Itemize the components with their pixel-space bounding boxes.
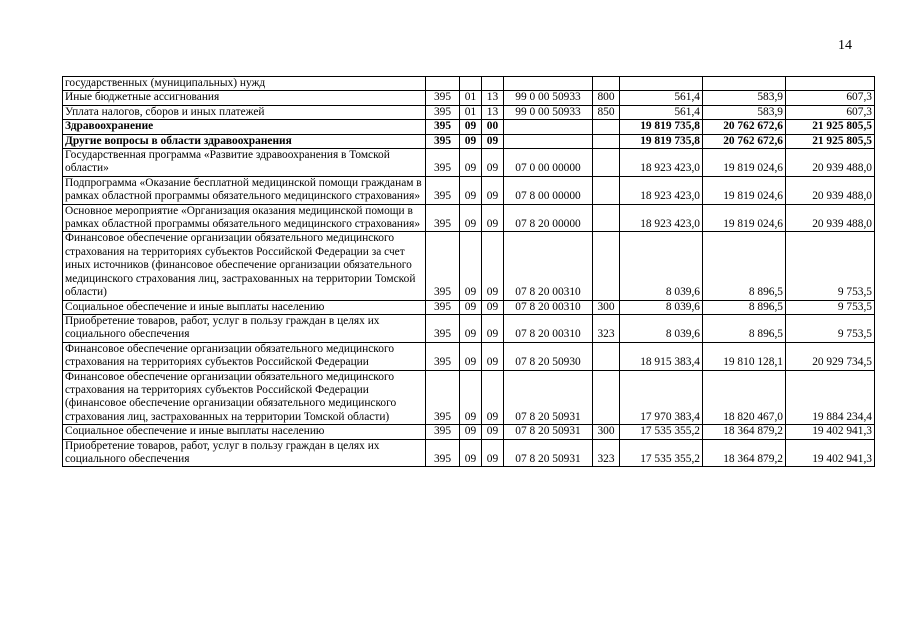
table-row xyxy=(63,91,875,105)
table-row xyxy=(63,300,875,314)
row-name-cell: Финансовое обеспечение организации обязательного медицинского страхования на территориях субъектов Российской Федерации xyxy=(63,342,426,370)
amount-year-2-cell: 19 819 024,6 xyxy=(703,149,786,177)
subsection-code-cell: 09 xyxy=(482,439,504,467)
target-article-code-cell xyxy=(504,77,593,91)
expense-type-code-cell xyxy=(593,120,620,134)
target-article-code-cell: 07 8 20 50931 xyxy=(504,425,593,439)
subsection-code-cell: 09 xyxy=(482,232,504,300)
amount-year-2-cell: 18 364 879,2 xyxy=(703,439,786,467)
amount-year-1-cell: 8 039,6 xyxy=(620,232,703,300)
subsection-code-cell: 09 xyxy=(482,204,504,232)
amount-year-3-cell: 9 753,5 xyxy=(786,232,875,300)
table-row xyxy=(63,176,875,204)
expense-type-code-cell xyxy=(593,77,620,91)
target-article-code-cell: 07 8 20 00310 xyxy=(504,232,593,300)
target-article-code-cell: 07 8 00 00000 xyxy=(504,176,593,204)
amount-year-1-cell: 18 923 423,0 xyxy=(620,149,703,177)
section-code-cell: 09 xyxy=(460,425,482,439)
section-code-cell: 09 xyxy=(460,134,482,148)
table-row xyxy=(63,425,875,439)
ministry-code-cell: 395 xyxy=(426,370,460,425)
amount-year-2-cell: 20 762 672,6 xyxy=(703,134,786,148)
section-code-cell: 09 xyxy=(460,232,482,300)
row-name-cell: Уплата налогов, сборов и иных платежей xyxy=(63,105,426,119)
row-name-cell: Иные бюджетные ассигнования xyxy=(63,91,426,105)
amount-year-3-cell: 19 402 941,3 xyxy=(786,439,875,467)
section-code-cell: 09 xyxy=(460,439,482,467)
amount-year-3-cell: 19 884 234,4 xyxy=(786,370,875,425)
section-code-cell xyxy=(460,77,482,91)
row-name-cell: государственных (муниципальных) нужд xyxy=(63,77,426,91)
target-article-code-cell: 07 0 00 00000 xyxy=(504,149,593,177)
table-row xyxy=(63,105,875,119)
ministry-code-cell xyxy=(426,77,460,91)
ministry-code-cell: 395 xyxy=(426,342,460,370)
amount-year-3-cell: 20 939 488,0 xyxy=(786,176,875,204)
subsection-code-cell: 13 xyxy=(482,91,504,105)
expense-type-code-cell xyxy=(593,370,620,425)
subsection-code-cell: 09 xyxy=(482,425,504,439)
amount-year-1-cell: 17 970 383,4 xyxy=(620,370,703,425)
table-row xyxy=(63,439,875,467)
expense-type-code-cell: 323 xyxy=(593,314,620,342)
section-code-cell: 09 xyxy=(460,149,482,177)
row-name-cell: Приобретение товаров, работ, услуг в пользу граждан в целях их социального обеспечения xyxy=(63,439,426,467)
ministry-code-cell: 395 xyxy=(426,105,460,119)
ministry-code-cell: 395 xyxy=(426,134,460,148)
amount-year-3-cell: 607,3 xyxy=(786,105,875,119)
subsection-code-cell: 09 xyxy=(482,370,504,425)
row-name-cell: Здравоохранение xyxy=(63,120,426,134)
ministry-code-cell: 395 xyxy=(426,204,460,232)
table-row xyxy=(63,120,875,134)
amount-year-2-cell xyxy=(703,77,786,91)
table-row xyxy=(63,314,875,342)
target-article-code-cell xyxy=(504,134,593,148)
target-article-code-cell: 07 8 20 50930 xyxy=(504,342,593,370)
amount-year-1-cell: 561,4 xyxy=(620,91,703,105)
ministry-code-cell: 395 xyxy=(426,314,460,342)
target-article-code-cell: 07 8 20 00310 xyxy=(504,300,593,314)
expense-type-code-cell: 850 xyxy=(593,105,620,119)
section-code-cell: 09 xyxy=(460,370,482,425)
section-code-cell: 09 xyxy=(460,314,482,342)
row-name-cell: Другие вопросы в области здравоохранения xyxy=(63,134,426,148)
amount-year-3-cell: 20 939 488,0 xyxy=(786,204,875,232)
amount-year-1-cell: 19 819 735,8 xyxy=(620,120,703,134)
section-code-cell: 09 xyxy=(460,342,482,370)
row-name-cell: Социальное обеспечение и иные выплаты населению xyxy=(63,425,426,439)
row-name-cell: Финансовое обеспечение организации обязательного медицинского страхования на территориях субъектов Российской Федерации за счет иных источников (финансовое обеспечение организации обязательного медицинского страхования лиц, застрахованных на территории Томской области) xyxy=(63,232,426,300)
amount-year-2-cell: 583,9 xyxy=(703,105,786,119)
row-name-cell: Подпрограмма «Оказание бесплатной медицинской помощи гражданам в рамках областной программы обязательного медицинского страхования» xyxy=(63,176,426,204)
section-code-cell: 01 xyxy=(460,105,482,119)
expense-type-code-cell xyxy=(593,204,620,232)
expense-type-code-cell xyxy=(593,149,620,177)
row-name-cell: Основное мероприятие «Организация оказания медицинской помощи в рамках областной программы обязательного медицинского страхования» xyxy=(63,204,426,232)
expense-type-code-cell: 800 xyxy=(593,91,620,105)
expense-type-code-cell: 323 xyxy=(593,439,620,467)
amount-year-1-cell: 18 915 383,4 xyxy=(620,342,703,370)
amount-year-1-cell: 17 535 355,2 xyxy=(620,425,703,439)
expense-type-code-cell xyxy=(593,134,620,148)
target-article-code-cell: 07 8 20 00000 xyxy=(504,204,593,232)
target-article-code-cell xyxy=(504,120,593,134)
amount-year-3-cell: 21 925 805,5 xyxy=(786,120,875,134)
amount-year-2-cell: 18 820 467,0 xyxy=(703,370,786,425)
page-number: 14 xyxy=(838,38,852,53)
expense-type-code-cell xyxy=(593,232,620,300)
amount-year-3-cell: 21 925 805,5 xyxy=(786,134,875,148)
ministry-code-cell: 395 xyxy=(426,176,460,204)
table-row xyxy=(63,204,875,232)
ministry-code-cell: 395 xyxy=(426,439,460,467)
expense-type-code-cell: 300 xyxy=(593,300,620,314)
subsection-code-cell: 00 xyxy=(482,120,504,134)
amount-year-3-cell: 9 753,5 xyxy=(786,300,875,314)
ministry-code-cell: 395 xyxy=(426,149,460,177)
table-row xyxy=(63,232,875,300)
ministry-code-cell: 395 xyxy=(426,425,460,439)
row-name-cell: Финансовое обеспечение организации обязательного медицинского страхования на территориях субъектов Российской Федерации (финансовое обеспечение организации обязательного медицинского страхования лиц, застрахованных на территории Томской области) xyxy=(63,370,426,425)
section-code-cell: 09 xyxy=(460,300,482,314)
subsection-code-cell: 09 xyxy=(482,134,504,148)
table-row xyxy=(63,342,875,370)
amount-year-2-cell: 19 810 128,1 xyxy=(703,342,786,370)
amount-year-1-cell: 18 923 423,0 xyxy=(620,204,703,232)
row-name-cell: Социальное обеспечение и иные выплаты населению xyxy=(63,300,426,314)
target-article-code-cell: 07 8 20 50931 xyxy=(504,370,593,425)
target-article-code-cell: 07 8 20 00310 xyxy=(504,314,593,342)
amount-year-3-cell: 20 929 734,5 xyxy=(786,342,875,370)
amount-year-2-cell: 583,9 xyxy=(703,91,786,105)
amount-year-3-cell: 19 402 941,3 xyxy=(786,425,875,439)
subsection-code-cell: 09 xyxy=(482,300,504,314)
target-article-code-cell: 99 0 00 50933 xyxy=(504,105,593,119)
subsection-code-cell: 09 xyxy=(482,342,504,370)
section-code-cell: 09 xyxy=(460,176,482,204)
subsection-code-cell: 09 xyxy=(482,149,504,177)
expense-type-code-cell xyxy=(593,176,620,204)
subsection-code-cell: 13 xyxy=(482,105,504,119)
amount-year-1-cell: 8 039,6 xyxy=(620,314,703,342)
amount-year-3-cell: 9 753,5 xyxy=(786,314,875,342)
amount-year-1-cell: 18 923 423,0 xyxy=(620,176,703,204)
amount-year-2-cell: 20 762 672,6 xyxy=(703,120,786,134)
amount-year-2-cell: 8 896,5 xyxy=(703,300,786,314)
amount-year-2-cell: 8 896,5 xyxy=(703,232,786,300)
amount-year-3-cell: 607,3 xyxy=(786,91,875,105)
amount-year-1-cell: 8 039,6 xyxy=(620,300,703,314)
amount-year-3-cell: 20 939 488,0 xyxy=(786,149,875,177)
target-article-code-cell: 07 8 20 50931 xyxy=(504,439,593,467)
section-code-cell: 09 xyxy=(460,120,482,134)
section-code-cell: 01 xyxy=(460,91,482,105)
target-article-code-cell: 99 0 00 50933 xyxy=(504,91,593,105)
subsection-code-cell: 09 xyxy=(482,314,504,342)
budget-table xyxy=(62,76,875,467)
amount-year-1-cell: 19 819 735,8 xyxy=(620,134,703,148)
row-name-cell: Государственная программа «Развитие здравоохранения в Томской области» xyxy=(63,149,426,177)
ministry-code-cell: 395 xyxy=(426,300,460,314)
expense-type-code-cell: 300 xyxy=(593,425,620,439)
section-code-cell: 09 xyxy=(460,204,482,232)
amount-year-1-cell: 17 535 355,2 xyxy=(620,439,703,467)
amount-year-3-cell xyxy=(786,77,875,91)
amount-year-2-cell: 18 364 879,2 xyxy=(703,425,786,439)
amount-year-1-cell xyxy=(620,77,703,91)
table-row xyxy=(63,134,875,148)
amount-year-2-cell: 8 896,5 xyxy=(703,314,786,342)
table-row xyxy=(63,77,875,91)
ministry-code-cell: 395 xyxy=(426,91,460,105)
expense-type-code-cell xyxy=(593,342,620,370)
amount-year-2-cell: 19 819 024,6 xyxy=(703,176,786,204)
subsection-code-cell xyxy=(482,77,504,91)
row-name-cell: Приобретение товаров, работ, услуг в пользу граждан в целях их социального обеспечения xyxy=(63,314,426,342)
table-row xyxy=(63,370,875,425)
amount-year-1-cell: 561,4 xyxy=(620,105,703,119)
ministry-code-cell: 395 xyxy=(426,120,460,134)
amount-year-2-cell: 19 819 024,6 xyxy=(703,204,786,232)
ministry-code-cell: 395 xyxy=(426,232,460,300)
table-row xyxy=(63,149,875,177)
subsection-code-cell: 09 xyxy=(482,176,504,204)
